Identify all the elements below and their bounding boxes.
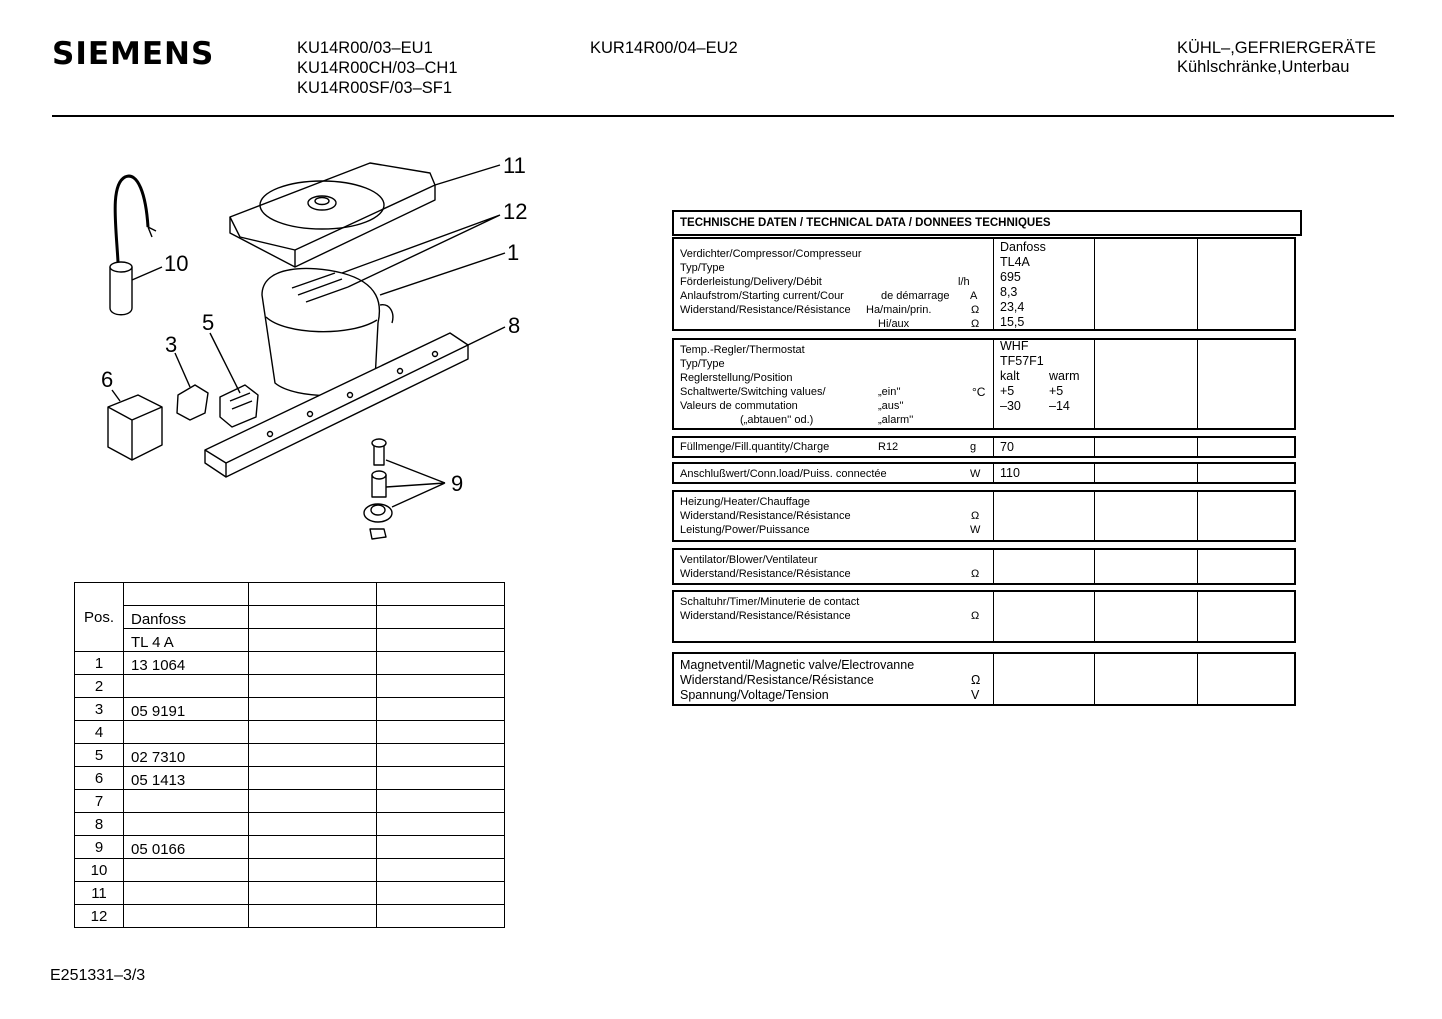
exploded-parts-diagram bbox=[80, 145, 550, 555]
table-row: 1 13 1064 bbox=[75, 652, 505, 675]
brand-logo: SIEMENS bbox=[52, 36, 215, 72]
thermostat-value: +5 bbox=[1000, 384, 1015, 398]
charge-value: 70 bbox=[1000, 440, 1014, 454]
callout-5: 5 bbox=[202, 310, 215, 335]
category-title: KÜHL–,GEFRIERGERÄTE bbox=[1177, 39, 1376, 57]
callout-10: 10 bbox=[164, 251, 189, 276]
pos-header: Pos. bbox=[75, 583, 124, 652]
tech-data-title: TECHNISCHE DATEN / TECHNICAL DATA / DONNEES TECHNIQUES bbox=[672, 210, 1302, 236]
compressor-value: 15,5 bbox=[1000, 315, 1025, 329]
header-divider bbox=[52, 115, 1394, 117]
magnetic-valve-block: Magnetventil/Magnetic valve/Electrovanne Widerstand/Resistance/Résistance Ω Spannung/Voltage/Tension V bbox=[672, 652, 1296, 706]
table-row: 7 bbox=[75, 790, 505, 813]
callout-6: 6 bbox=[101, 367, 114, 392]
callout-11: 11 bbox=[503, 153, 526, 178]
document-id: E251331–3/3 bbox=[50, 967, 146, 984]
parts-brand: Danfoss bbox=[124, 606, 249, 629]
compressor-block: Verdichter/Compressor/Compresseur Typ/Type Förderleistung/Delivery/Débit l/h Anlaufstrom/Starting current/Cour de démarrage A Widerstand/Resistance/Résistance Ha/main/prin. Ω Hi/aux Ω Danfoss TL4A 695 8,3 23,4 15,5 bbox=[672, 237, 1296, 331]
connected-load-block: Anschlußwert/Conn.load/Puiss. connectée W 110 bbox=[672, 462, 1296, 484]
thermostat-value: kalt bbox=[1000, 369, 1020, 383]
compressor-value: 23,4 bbox=[1000, 300, 1025, 314]
table-row: 9 05 0166 bbox=[75, 836, 505, 859]
parts-table bbox=[74, 582, 505, 928]
parts-type: TL 4 A bbox=[124, 629, 249, 652]
table-row: 6 05 1413 bbox=[75, 767, 505, 790]
model-number: KU14R00SF/03–SF1 bbox=[297, 79, 453, 97]
heater-block: Heizung/Heater/Chauffage Widerstand/Resistance/Résistance Ω Leistung/Power/Puissance W bbox=[672, 490, 1296, 542]
callout-12: 12 bbox=[503, 199, 528, 224]
compressor-value: 8,3 bbox=[1000, 285, 1018, 299]
table-row: 8 bbox=[75, 813, 505, 836]
charge-block: Füllmenge/Fill.quantity/Charge R12 g 70 bbox=[672, 436, 1296, 458]
thermostat-value: –30 bbox=[1000, 399, 1021, 413]
table-row: 4 bbox=[75, 721, 505, 744]
table-row: 3 05 9191 bbox=[75, 698, 505, 721]
table-row: 11 bbox=[75, 882, 505, 905]
callout-3: 3 bbox=[165, 332, 178, 357]
table-row: 5 02 7310 bbox=[75, 744, 505, 767]
table-row: 12 bbox=[75, 905, 505, 928]
category-subtitle: Kühlschränke,Unterbau bbox=[1177, 58, 1350, 76]
callout-9: 9 bbox=[451, 471, 464, 496]
timer-block: Schaltuhr/Timer/Minuterie de contact Widerstand/Resistance/Résistance Ω bbox=[672, 590, 1296, 643]
connected-load-value: 110 bbox=[1000, 466, 1020, 480]
thermostat-block: Temp.-Regler/Thermostat Typ/Type Reglerstellung/Position Schaltwerte/Switching values/ „ein'' °C Valeurs de commutation „aus'' („abtauen'' od.) „alarm'' WHF TF57F1 kalt warm +5 +5 –30 –14 bbox=[672, 338, 1296, 430]
model-number: KU14R00/03–EU1 bbox=[297, 39, 433, 57]
callout-8: 8 bbox=[508, 313, 521, 338]
table-row: 10 bbox=[75, 859, 505, 882]
compressor-value: 695 bbox=[1000, 270, 1021, 284]
thermostat-value: WHF bbox=[1000, 339, 1029, 353]
model-number: KU14R00CH/03–CH1 bbox=[297, 59, 458, 77]
thermostat-value: TF57F1 bbox=[1000, 354, 1044, 368]
model-list-primary bbox=[297, 38, 458, 98]
blower-block: Ventilator/Blower/Ventilateur Widerstand/Resistance/Résistance Ω bbox=[672, 548, 1296, 585]
model-number: KUR14R00/04–EU2 bbox=[590, 39, 738, 57]
compressor-value: Danfoss bbox=[1000, 240, 1046, 254]
product-category bbox=[1177, 39, 1376, 77]
model-list-secondary bbox=[590, 38, 738, 58]
callout-1: 1 bbox=[507, 240, 520, 265]
compressor-value: TL4A bbox=[1000, 255, 1030, 269]
table-row: 2 bbox=[75, 675, 505, 698]
